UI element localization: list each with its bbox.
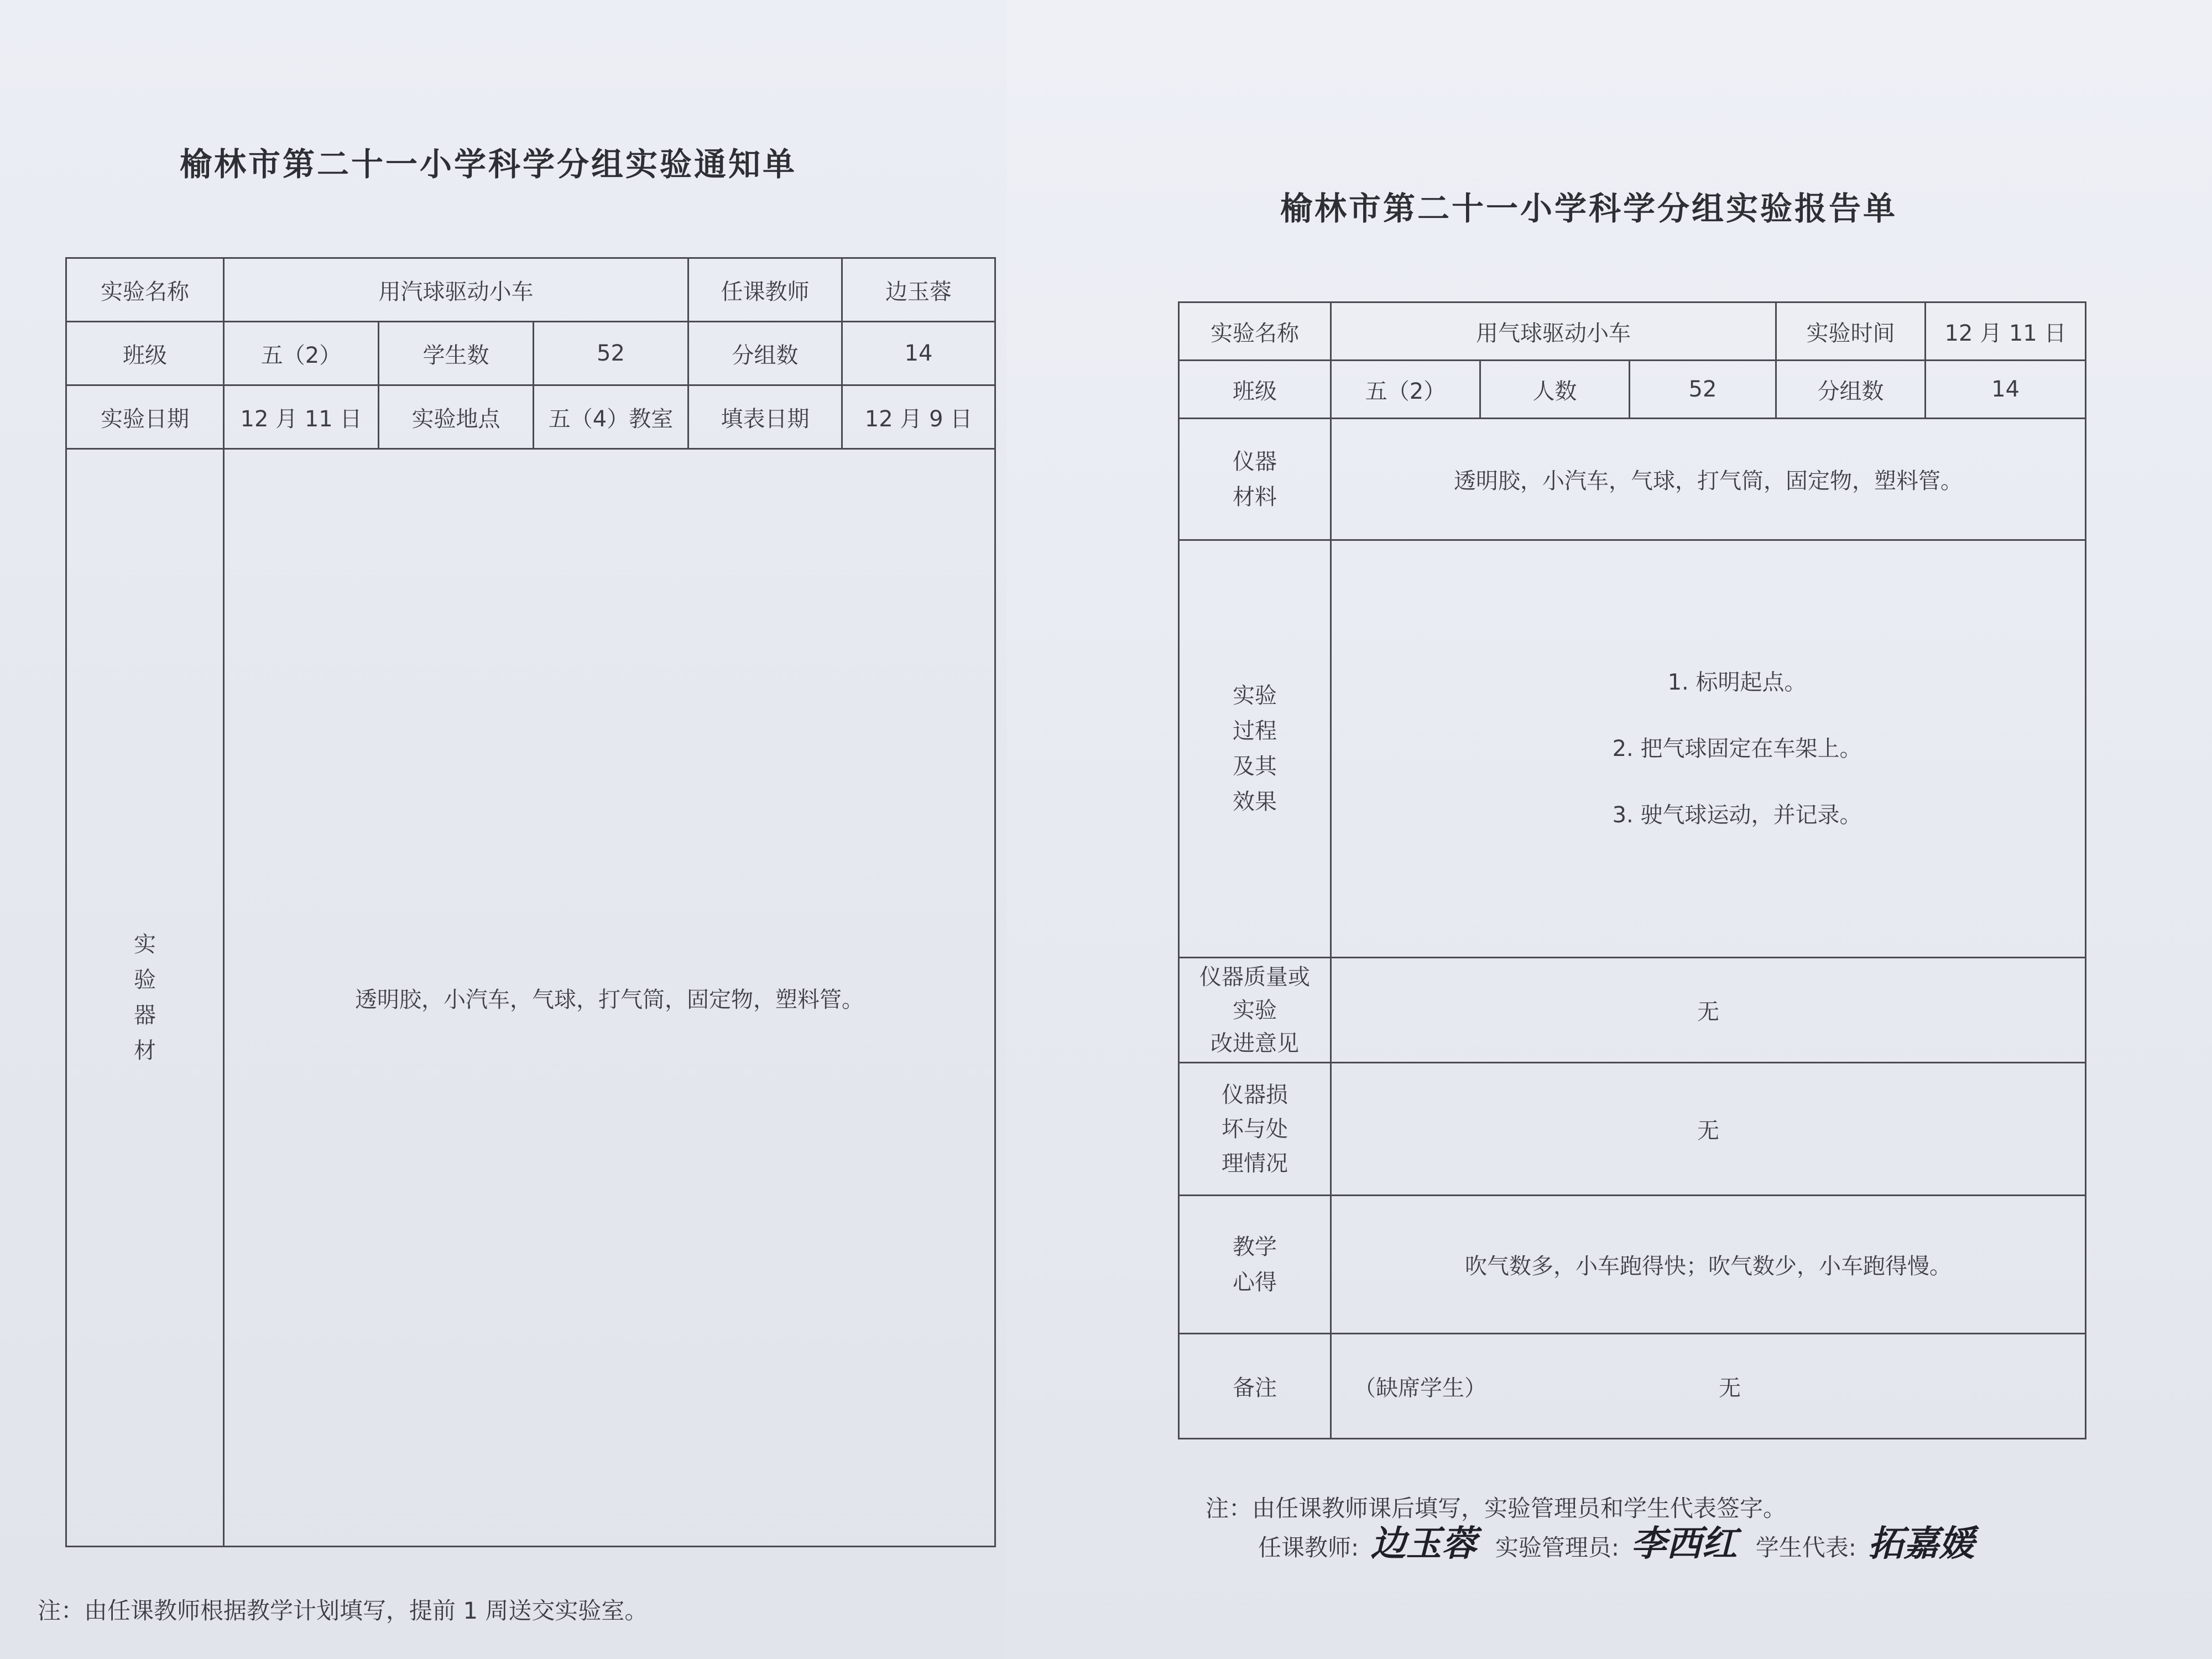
quality-label-line: 实验: [1233, 997, 1277, 1023]
quality-label: [1179, 958, 1331, 1063]
equipment-label-char: 验: [134, 967, 156, 993]
manager-sign-label: 实验管理员:: [1495, 1534, 1620, 1561]
students-value: 52: [534, 322, 688, 385]
report-sheet: [1006, 0, 2212, 1659]
remark-cell: [1331, 1334, 2086, 1439]
quality-label-line: 改进意见: [1211, 1030, 1299, 1056]
notice-sheet: [0, 0, 1006, 1659]
teacher-value: 边玉蓉: [842, 258, 995, 322]
process-step: 2. 把气球固定在车架上。: [1612, 736, 1862, 761]
report-groups-value: 14: [1926, 361, 2086, 419]
equipment-value: 透明胶，小汽车，气球，打气筒，固定物，塑料管。: [224, 449, 995, 1547]
report-name-value: 用气球驱动小车: [1331, 302, 1776, 361]
notice-table: [65, 257, 996, 1547]
damage-label-line: 仪器损: [1222, 1082, 1288, 1108]
damage-label-line: 坏与处: [1222, 1116, 1288, 1142]
process-step: 3. 驶气球运动，并记录。: [1612, 802, 1862, 828]
notice-footnote: 注：由任课教师根据教学计划填写，提前 1 周送交实验室。: [38, 1597, 648, 1624]
student-signature: 拓嘉媛: [1868, 1523, 1975, 1564]
report-class-value: 五（2）: [1331, 361, 1480, 419]
manager-signature: 李西红: [1631, 1523, 1738, 1564]
teaching-label-line: 教学: [1233, 1234, 1277, 1260]
remark-value: 无: [1719, 1375, 1741, 1401]
report-class-label: 班级: [1179, 361, 1331, 419]
class-value: 五（2）: [224, 322, 379, 385]
process-step: 1. 标明起点。: [1667, 670, 1807, 695]
report-time-label: 实验时间: [1776, 302, 1926, 361]
report-table: [1178, 301, 2086, 1439]
teacher-signature: 边玉蓉: [1370, 1523, 1477, 1564]
report-footnote: 注：由任课教师课后填写，实验管理员和学生代表签字。: [1206, 1495, 1787, 1522]
teacher-label: 任课教师: [688, 258, 842, 322]
fill-date-label: 填表日期: [688, 385, 842, 449]
process-steps: [1331, 540, 2086, 958]
teaching-label: [1179, 1196, 1331, 1334]
materials-label-line: 材料: [1233, 484, 1277, 510]
place-value: 五（4）教室: [534, 385, 688, 449]
materials-value: 透明胶，小汽车，气球，打气筒，固定物，塑料管。: [1331, 419, 2086, 540]
signature-row: [1258, 1515, 1985, 1566]
exp-name-label: 实验名称: [66, 258, 224, 322]
students-label: 学生数: [379, 322, 534, 385]
quality-value: 无: [1331, 958, 2086, 1063]
quality-label-line: 仪器质量或: [1199, 964, 1310, 990]
process-label: [1179, 540, 1331, 958]
teaching-value: 吹气数多，小车跑得快；吹气数少，小车跑得慢。: [1331, 1196, 2086, 1334]
process-label-line: 实验: [1233, 683, 1277, 708]
report-title: 榆林市第二十一小学科学分组实验报告单: [1280, 190, 1898, 227]
groups-value: 14: [842, 322, 995, 385]
equipment-label-char: 器: [134, 1003, 156, 1028]
process-label-line: 效果: [1233, 789, 1277, 815]
student-sign-label: 学生代表:: [1755, 1534, 1856, 1561]
process-label-line: 及其: [1233, 754, 1277, 779]
report-groups-label: 分组数: [1776, 361, 1926, 419]
notice-title: 榆林市第二十一小学科学分组实验通知单: [180, 145, 797, 183]
report-people-label: 人数: [1480, 361, 1630, 419]
teacher-sign-label: 任课教师:: [1258, 1534, 1359, 1561]
damage-label: [1179, 1063, 1331, 1196]
teaching-label-line: 心得: [1233, 1269, 1277, 1295]
materials-label-line: 仪器: [1233, 448, 1277, 474]
remark-label: 备注: [1179, 1334, 1331, 1439]
exp-name-value: 用汽球驱动小车: [224, 258, 688, 322]
damage-label-line: 理情况: [1222, 1150, 1288, 1176]
remark-absent-label: （缺席学生）: [1354, 1375, 1486, 1401]
fill-date-value: 12 月 9 日: [842, 385, 995, 449]
groups-label: 分组数: [688, 322, 842, 385]
class-label: 班级: [66, 322, 224, 385]
date-value: 12 月 11 日: [224, 385, 379, 449]
date-label: 实验日期: [66, 385, 224, 449]
equipment-label: [66, 449, 224, 1547]
place-label: 实验地点: [379, 385, 534, 449]
equipment-label-char: 实: [134, 932, 156, 957]
report-name-label: 实验名称: [1179, 302, 1331, 361]
report-people-value: 52: [1630, 361, 1776, 419]
materials-label: [1179, 419, 1331, 540]
process-label-line: 过程: [1233, 718, 1277, 744]
equipment-label-char: 材: [134, 1038, 156, 1063]
damage-value: 无: [1331, 1063, 2086, 1196]
report-time-value: 12 月 11 日: [1926, 302, 2086, 361]
